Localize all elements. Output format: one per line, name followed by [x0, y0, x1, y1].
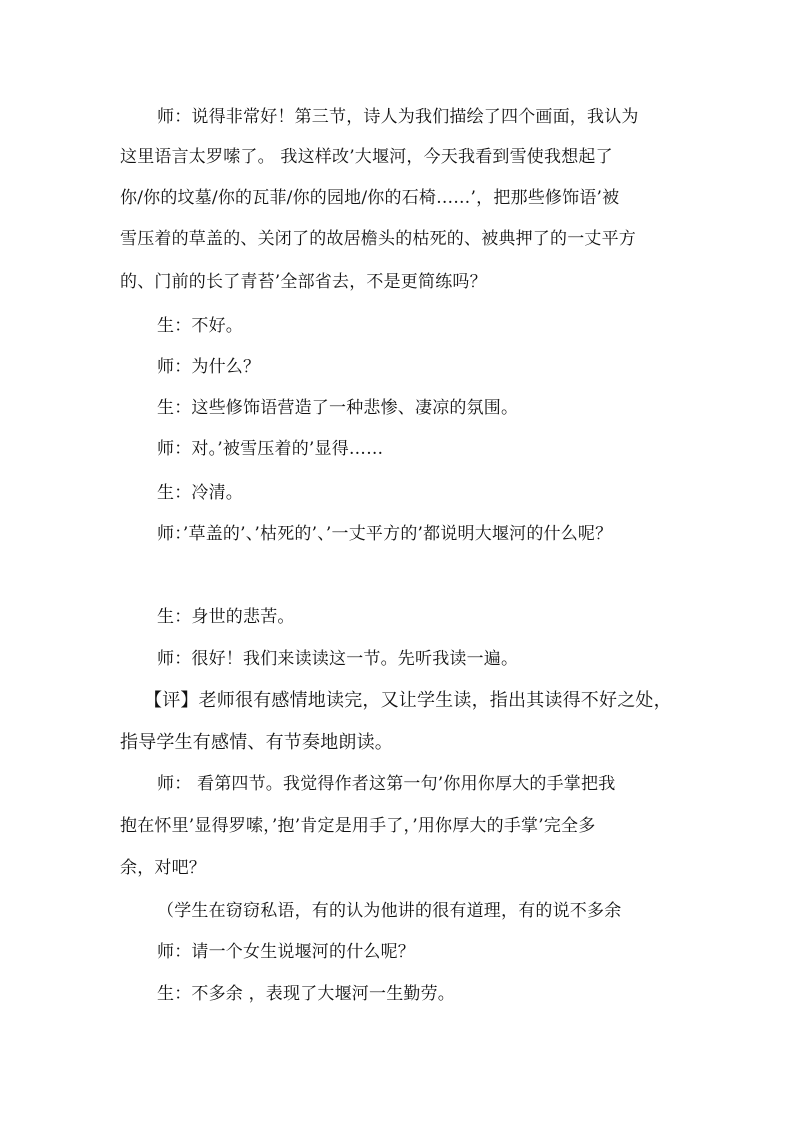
dialogue-line: 师：’草盖的’、’枯死的’、’一丈平方的’都说明大堰河的什么呢？	[157, 524, 613, 544]
paragraph-1-line-2: 这里语言太罗嗦了。 我这样改’大堰河，今天我看到雪使我想起了	[120, 147, 613, 167]
paragraph-1-line-4: 雪压着的草盖的、关闭了的故居檐头的枯死的、被典押了的一丈平方	[120, 229, 636, 249]
commentary-line-1: 【评】老师很有感情地读完，又让学生读，指出其读得不好之处，	[144, 690, 672, 711]
paragraph-1-line-1: 师：说得非常好！第三节，诗人为我们描绘了四个画面，我认为	[157, 107, 639, 127]
dialogue-line: 生：身世的悲苦。	[157, 607, 295, 627]
narration-line: （学生在窃窃私语，有的认为他讲的很有道理，有的说不多余	[157, 901, 622, 921]
dialogue-line: 生：不多余 ，表现了大堰河一生勤劳。	[157, 984, 456, 1004]
dialogue-line: 师：很好！我们来读读这一节。先听我读一遍。	[157, 649, 519, 669]
paragraph-1-line-3: 你/你的坟墓/你的瓦菲/你的园地/你的石椅……’，把那些修饰语’被	[120, 188, 620, 208]
dialogue-line: 师：为什么？	[157, 357, 261, 377]
paragraph-fourth-line-1: 师： 看第四节。我觉得作者这第一句’你用你厚大的手掌把我	[157, 774, 616, 794]
dialogue-line: 生：这些修饰语营造了一种悲惨、凄凉的氛围。	[157, 398, 519, 418]
paragraph-fourth-line-3: 余，对吧？	[120, 858, 206, 878]
dialogue-line: 师：请一个女生说堰河的什么呢？	[157, 942, 415, 962]
commentary-line-2: 指导学生有感情、有节奏地朗读。	[120, 732, 393, 753]
paragraph-fourth-line-2: 抱在怀里’显得罗嗦，’抱’肯定是用手了，’用你厚大的手掌’完全多	[120, 816, 596, 836]
dialogue-line: 生：不好。	[157, 316, 243, 336]
dialogue-line: 师：对。’被雪压着的’显得……	[157, 439, 384, 459]
dialogue-line: 生：冷清。	[157, 483, 243, 503]
paragraph-1-line-5: 的、门前的长了青苔’全部省去，不是更简练吗？	[120, 272, 487, 292]
